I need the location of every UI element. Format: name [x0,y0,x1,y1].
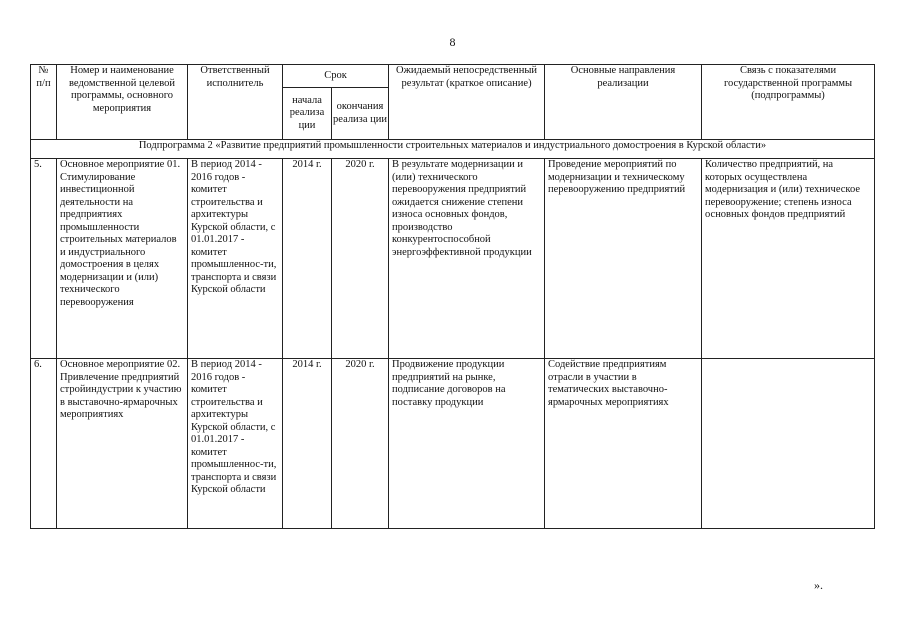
subprogram-row [31,140,875,159]
closing-quote: ». [814,578,823,592]
table-row [31,159,875,359]
table-row [31,359,875,529]
header-num: № п/п [31,65,57,140]
row-end: 2020 г. [332,359,389,529]
header-name: Номер и наименование ведомственной целевой программы, основного мероприятия [57,65,188,140]
row-num: 5. [31,159,57,359]
row-responsible: В период 2014 - 2016 годов - комитет строительства и архитектуры Курской области, с 01.01.2017 - комитет промышленнос-ти, транспорта и связи Курской области [188,359,283,529]
header-period-start: начала реализа ции [283,88,332,140]
row-directions: Содействие предприятиям отрасли в участии в тематических выставочно-ярмарочных мероприятиях [545,359,702,529]
header-row-1 [31,65,875,88]
row-name: Основное мероприятие 01. Стимулирование инвестиционной деятельности на предприятиях промышленности строительных материалов и индустриального домостроения в целях модернизации и (или) технического перевооружения [57,159,188,359]
row-link [702,359,875,529]
row-link: Количество предприятий, на которых осуществлена модернизация и (или) техническое перевооружение; степень износа основных фондов предприятий [702,159,875,359]
row-name: Основное мероприятие 02. Привлечение предприятий стройиндустрии к участию в выставочно-ярмарочных мероприятиях [57,359,188,529]
page-number: 8 [449,35,456,49]
row-start: 2014 г. [283,159,332,359]
row-result: Продвижение продукции предприятий на рынке, подписание договоров на поставку продукции [389,359,545,529]
row-result: В результате модернизации и (или) технического перевооружения предприятий ожидается снижение степени износа основных фондов, производство конкурентоспособной энергоэффективной продукции [389,159,545,359]
row-num: 6. [31,359,57,529]
header-directions: Основные направления реализации [545,65,702,140]
row-responsible: В период 2014 - 2016 годов - комитет строительства и архитектуры Курской области, с 01.01.2017 - комитет промышленнос-ти, транспорта и связи Курской области [188,159,283,359]
header-result: Ожидаемый непосредственный результат (краткое описание) [389,65,545,140]
row-start: 2014 г. [283,359,332,529]
program-table [30,64,875,529]
header-link: Связь с показателями государственной программы (подпрограммы) [702,65,875,140]
row-end: 2020 г. [332,159,389,359]
header-period-end: окончания реализа ции [332,88,389,140]
row-directions: Проведение мероприятий по модернизации и техническому перевооружению предприятий [545,159,702,359]
subprogram-title: Подпрограмма 2 «Развитие предприятий промышленности строительных материалов и индустриального домостроения в Курской области» [31,140,875,159]
header-period: Срок [283,65,389,88]
header-responsible: Ответственный исполнитель [188,65,283,140]
